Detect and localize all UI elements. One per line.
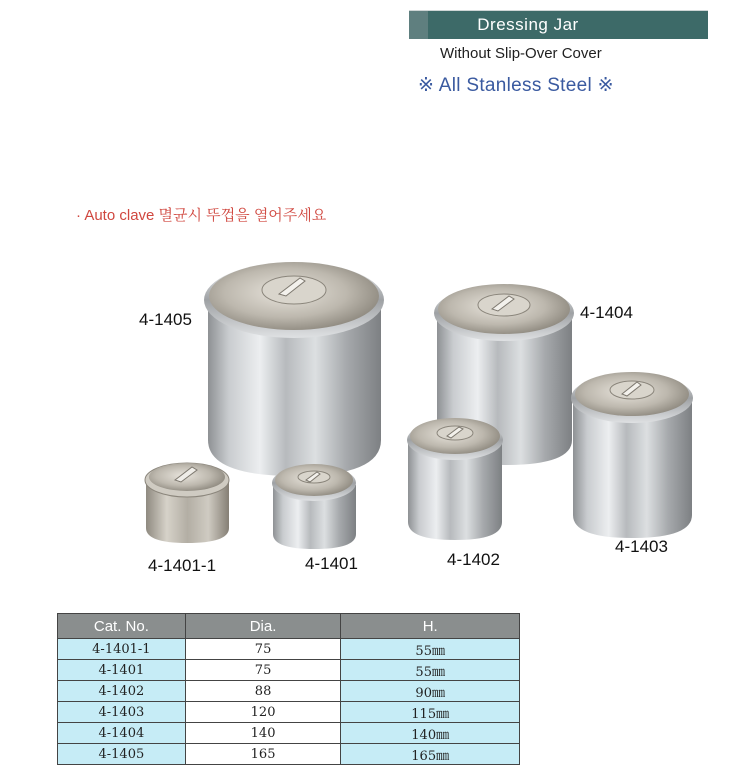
cell-dia: 75 <box>185 660 341 681</box>
page-title: Dressing Jar <box>477 15 579 34</box>
cell-cat-no: 4-1405 <box>58 744 186 765</box>
cell-cat-no: 4-1402 <box>58 681 186 702</box>
cell-dia: 120 <box>185 702 341 723</box>
cell-cat-no: 4-1401 <box>58 660 186 681</box>
table-row <box>58 660 520 681</box>
label-4-1401-1: 4-1401-1 <box>148 556 217 575</box>
table-row <box>58 723 520 744</box>
page-subtitle: Without Slip-Over Cover <box>440 45 602 62</box>
jar-4-1402 <box>407 418 503 540</box>
cell-cat-no: 4-1403 <box>58 702 186 723</box>
cell-dia: 75 <box>185 639 341 660</box>
label-4-1401: 4-1401 <box>305 554 358 573</box>
material-note: ※ All Stanless Steel ※ <box>418 75 614 96</box>
cell-height: 55㎜ <box>341 660 520 681</box>
cell-cat-no: 4-1401-1 <box>58 639 186 660</box>
label-4-1404: 4-1404 <box>580 303 633 322</box>
spec-table <box>57 613 520 765</box>
header-height: H. <box>341 614 520 639</box>
label-4-1405: 4-1405 <box>139 310 192 329</box>
jar-4-1401 <box>272 464 356 549</box>
cell-height: 165㎜ <box>341 744 520 765</box>
cell-height: 90㎜ <box>341 681 520 702</box>
cell-dia: 140 <box>185 723 341 744</box>
table-row <box>58 681 520 702</box>
label-4-1402: 4-1402 <box>447 550 500 569</box>
header-cat-no: Cat. No. <box>58 614 186 639</box>
cell-height: 55㎜ <box>341 639 520 660</box>
cell-dia: 165 <box>185 744 341 765</box>
table-row <box>58 702 520 723</box>
header-dia: Dia. <box>185 614 341 639</box>
cell-height: 115㎜ <box>341 702 520 723</box>
jar-4-1405 <box>204 262 384 476</box>
jar-4-1403 <box>571 372 693 538</box>
label-4-1403: 4-1403 <box>615 537 668 556</box>
table-row <box>58 744 520 765</box>
autoclave-note: · Auto clave 멸균시 뚜껍을 열어주세요 <box>76 207 327 224</box>
cell-height: 140㎜ <box>341 723 520 744</box>
table-row <box>58 639 520 660</box>
cell-dia: 88 <box>185 681 341 702</box>
cell-cat-no: 4-1404 <box>58 723 186 744</box>
jar-4-1401-1 <box>145 463 229 543</box>
table-header-row <box>58 614 520 639</box>
